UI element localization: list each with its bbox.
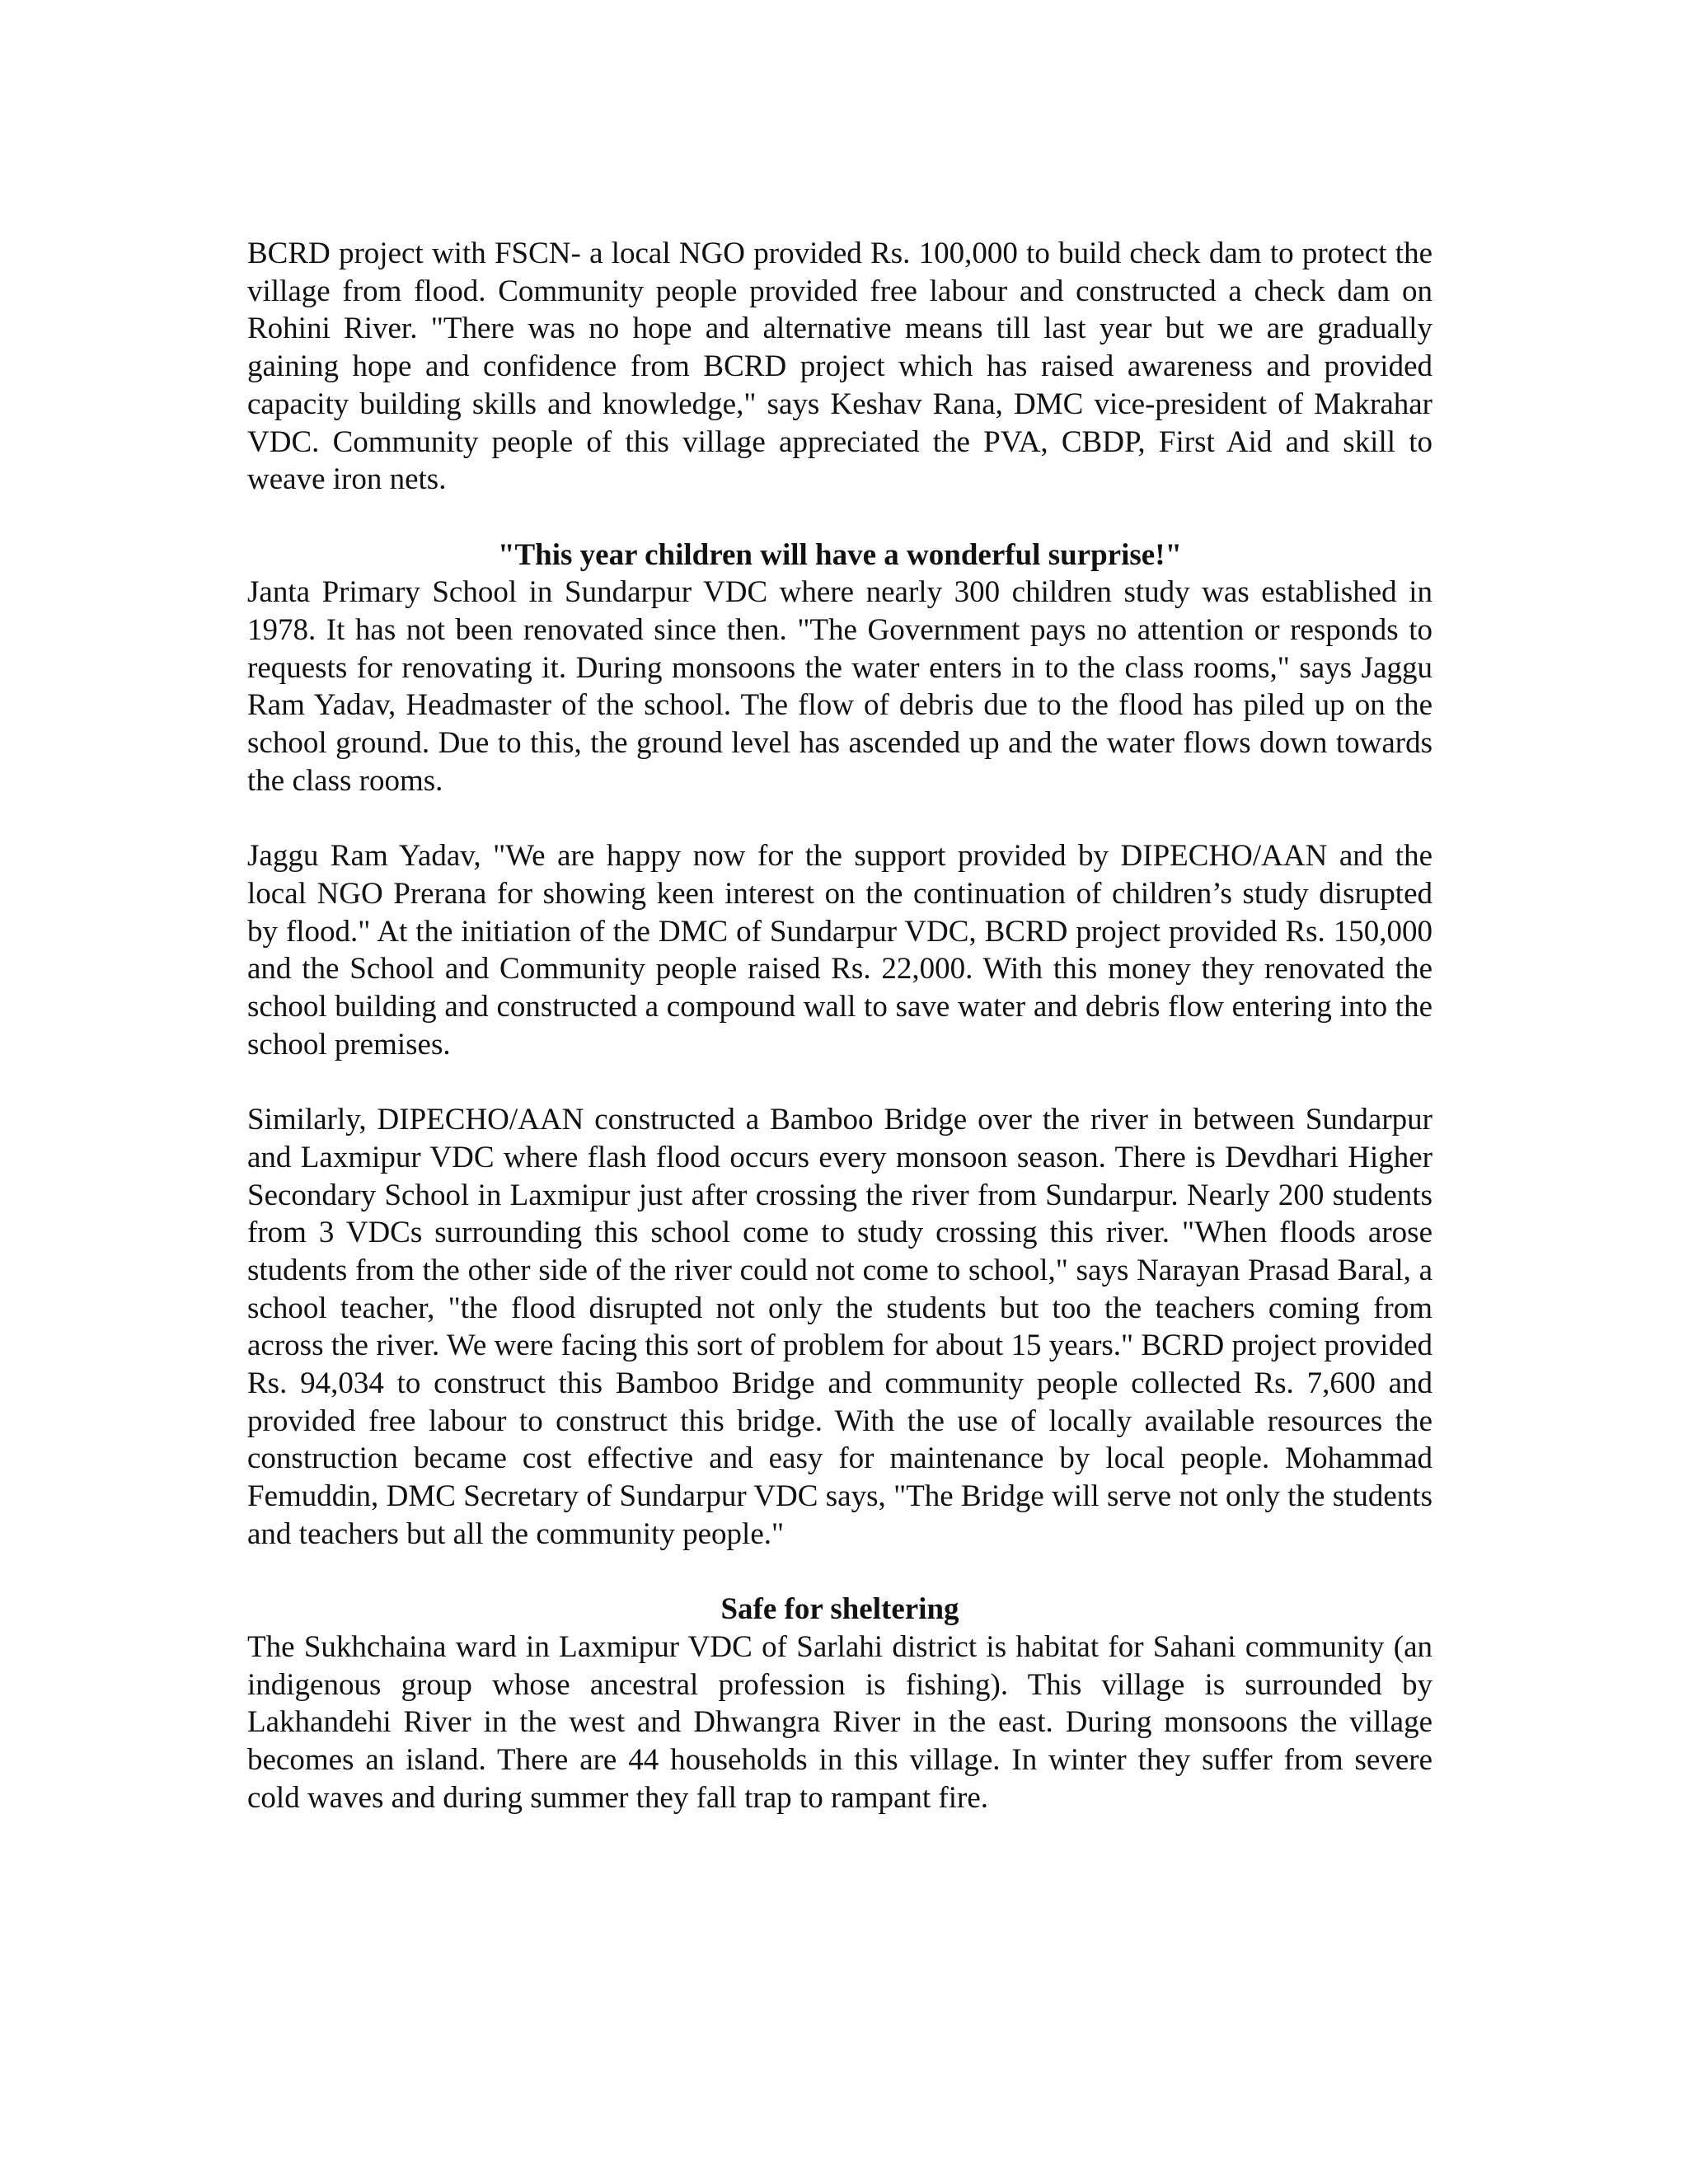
paragraph-spacer — [247, 499, 1432, 537]
paragraph-janta-school: Janta Primary School in Sundarpur VDC where nearly 300 children study was established in 1978. It has not been renovated since then. "The Government pays no attention or responds to requests for renovating it. During monsoons the water enters in to the class rooms," says Jaggu Ram Yadav, Headmaster of the school. The flow of debris due to the flood has piled up on the school ground. Due to this, the ground level has ascended up and the water flows down towards the class rooms. — [247, 575, 1432, 798]
paragraph-check-dam: BCRD project with FSCN- a local NGO provided Rs. 100,000 to build check dam to protect the village from flood. Community people provided free labour and constructed a check dam on Rohini River. "There was no hope and alternative means till last year but we are gradually gaining hope and confidence from BCRD project which has raised awareness and provided capacity building skills and knowledge," says Keshav Rana, DMC vice-president of Makrahar VDC. Community people of this village appreciated the PVA, CBDP, First Aid and skill to weave iron nets. — [247, 237, 1432, 497]
section-heading-children-surprise: "This year children will have a wonderful surprise!" — [497, 537, 1183, 572]
paragraph-school-renovation: Jaggu Ram Yadav, "We are happy now for the support provided by DIPECHO/AAN and the local NGO Prerana for showing keen interest on the continuation of children’s study disrupted by flood." At the initiation of the DMC of Sundarpur VDC, BCRD project provided Rs. 150,000 and the School and Community people raised Rs. 22,000. With this money they renovated the school building and constructed a compound wall to save water and debris flow entering into the school premises. — [247, 839, 1432, 1062]
paragraph-spacer — [247, 800, 1432, 838]
paragraph-spacer — [247, 1554, 1432, 1591]
paragraph-sukhchaina-ward: The Sukhchaina ward in Laxmipur VDC of Sarlahi district is habitat for Sahani community (an indigenous group whose ancestral profession is fishing). This village is surrounded by Lakhandehi River in the west and Dhwangra River in the east. During monsoons the village becomes an island. There are 44 households in this village. In winter they suffer from severe cold waves and during summer they fall trap to rampant fire. — [247, 1629, 1432, 1815]
paragraph-bamboo-bridge: Similarly, DIPECHO/AAN constructed a Bamboo Bridge over the river in between Sundarpur and Laxmipur VDC where flash flood occurs every monsoon season. There is Devdhari Higher Secondary School in Laxmipur just after crossing the river from Sundarpur. Nearly 200 students from 3 VDCs surrounding this school come to study crossing this river. "When floods arose students from the other side of the river could not come to school," says Narayan Prasad Baral, a school teacher, "the flood disrupted not only the students but too the teachers coming from across the river. We were facing this sort of problem for about 15 years." BCRD project provided Rs. 94,034 to construct this Bamboo Bridge and community people collected Rs. 7,600 and provided free labour to construct this bridge. With the use of locally available resources the construction became cost effective and easy for maintenance by local people. Mohammad Femuddin, DMC Secretary of Sundarpur VDC says, "The Bridge will serve not only the students and teachers but all the community people." — [247, 1103, 1432, 1551]
paragraph-spacer — [247, 1063, 1432, 1101]
document-page — [247, 235, 1432, 1816]
section-heading-safe-sheltering: Safe for sheltering — [720, 1592, 959, 1627]
